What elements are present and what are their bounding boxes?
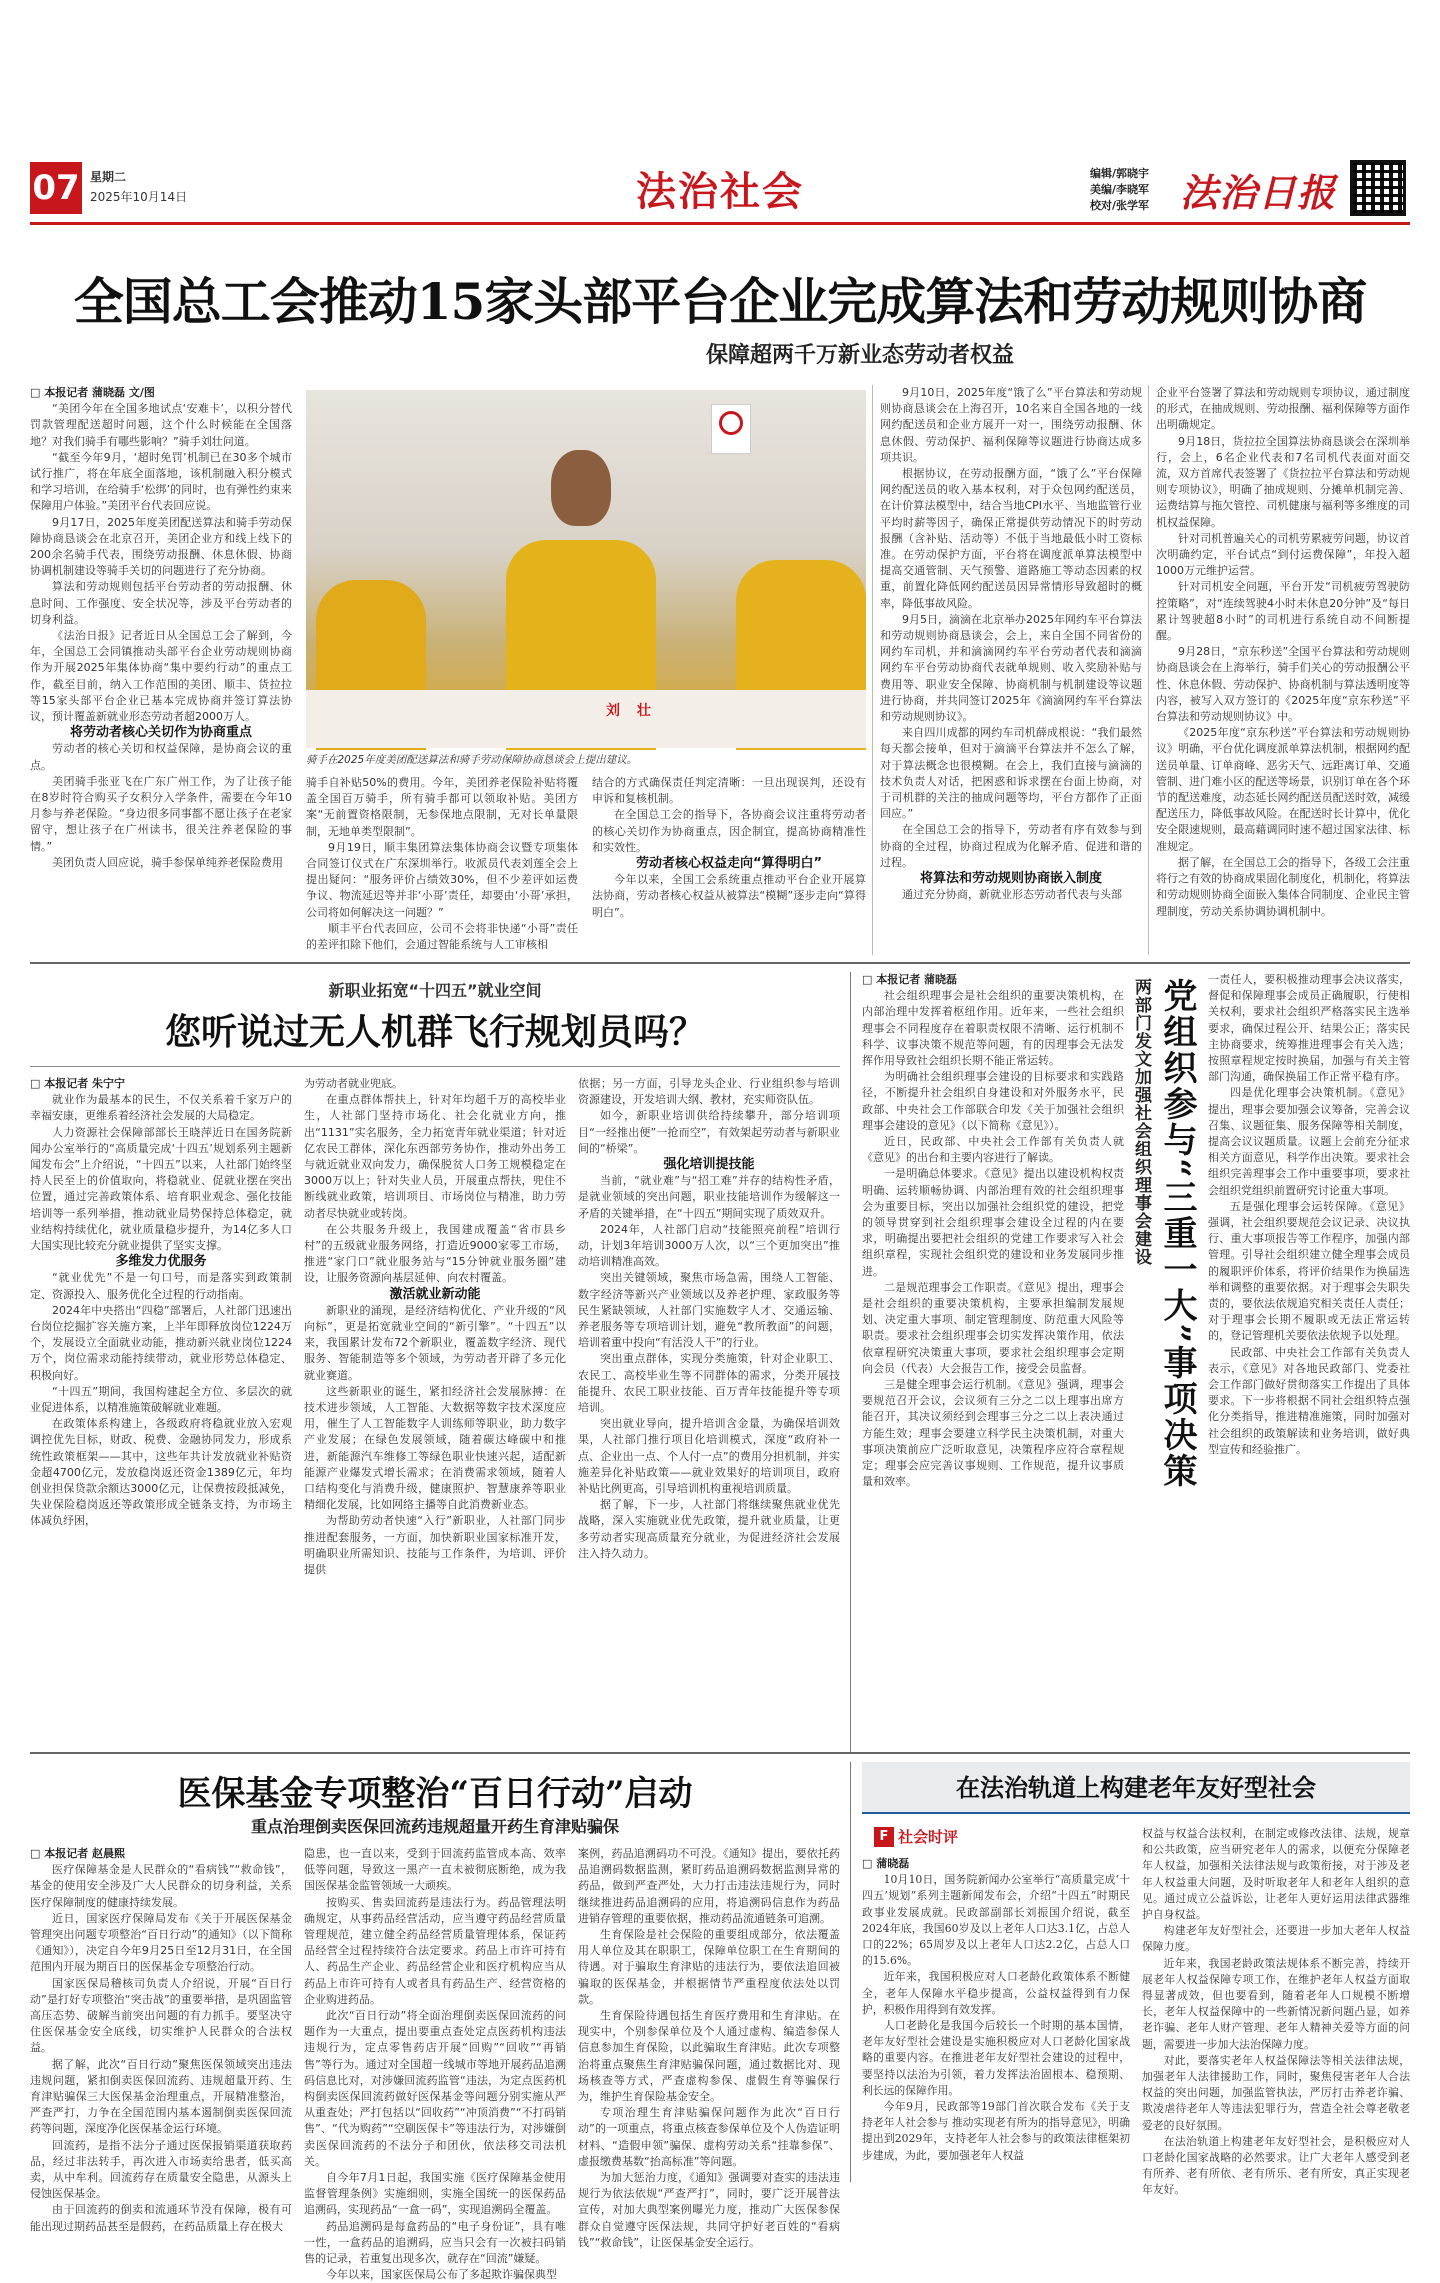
editor-credit: 编辑/郭晓宇 xyxy=(1090,167,1150,180)
party-column-1 xyxy=(862,972,1124,1740)
paragraph: 此次“百日行动”将全面治理倒卖医保回流药的问题作为一大重点，提出要重点查处定点医药机构违法违规行为，定点零售药店开展“回购”“回收”“再销售”等行为。通过对全国超一线城市等地开展药品追溯码信息比对，对涉嫌回流药监管“违法，为定点医药机构倒卖医保回流药做好医保基金等问题分别实施从严从重查处；严打包括以“回收药”“冲顶消费”“不打码销售”、“代为购药”“空刷医保卡”等违法行为，对涉嫌倒卖医保回流药的不法分子和团伙，依法移交司法机关。 xyxy=(304,2009,566,2168)
photo-nameplate: 刘 壮 xyxy=(606,703,657,719)
paragraph: 按购买、售卖回流药是违法行为。药品管理法明确规定，从事药品经营活动，应当遵守药品经营质量管理规范，建立健全药品经营质量管理体系，保证药品经营全过程持续符合法定要求。药品上市许可持有人、药品生产企业、药品经营企业和医疗机构应当从药品上市许可持有人或者具有药品生产、经营资格的企业购进药品。 xyxy=(304,1895,566,2006)
paragraph: 9月5日，滴滴在北京举办2025年网约车平台算法和劳动规则协商恳谈会，会上，来自全国不同省份的网约车司机，并和滴滴网约车平台劳动者代表和滴滴网约车平台劳动协商代表就单规则、收入奖励补贴与费用等、职业安全保障、协商机制与机制建设等议题进行协商，并共同签订2025年《滴滴网约车平台算法和劳动规则协议》。 xyxy=(880,612,1142,724)
paragraph: 结合的方式确保责任判定清晰：一旦出现误判，还设有申诉和复核机制。 xyxy=(592,776,866,806)
paragraph: 突出重点群体，实现分类施策，针对企业职工、农民工、高校毕业生等不同群体的需求，分类开展技能提升、农民工职业技能、百万青年技能提升等专项培训。 xyxy=(578,1352,840,1415)
paragraph: 骑手自补贴50%的费用。今年，美团养老保险补贴将覆盖全国百万骑手，所有骑手都可以领取补贴。美团方案“无前置资格限制，无参保地点限制，无对长单量限制，无地单类型限制”。 xyxy=(306,776,578,838)
paragraph: 在重点群体帮扶上，针对年均超千万的高校毕业生，人社部门坚持市场化、社会化就业方向，推出“1131”实名服务，全力拓宽青年就业渠道；针对近亿农民工群体，深化东西部劳务协作，推动外出务工与就近就业双向发力，确保脱贫人口务工规模稳定在3000万以上；针对失业人员，开展重点帮扶，兜住不断线就业政策，培训项目、市场岗位与精准，助力劳动者尽快就业或转岗。 xyxy=(304,1093,566,1220)
paragraph: 三是健全理事会运行机制。《意见》强调，理事会要规范召开会议，会议须有三分之二以上理事出席方能召开，其决议须经到会理事三分之二以上表决通过方能生效；理事会要建立科学民主决策机制，对重大事项决策前应广泛听取意见，决策程序应符合章程规定；理事会应完善议事规则、工作规范，提升议事质量和效率。 xyxy=(862,1378,1124,1489)
paragraph: 近年来，我国老龄政策法规体系不断完善，持续开展老年人权益保障专项工作，在维护老年人权益方面取得显著成效，但也要看到，随着老年人口规模不断增长，老年人权益保障中的一些新情况新问题凸显，如养老诈骗、老年人财产管理、老年人精神关爱等方面的问题，需要进一步加大法治保障力度。 xyxy=(1142,1956,1410,2051)
paragraph: “美团今年在全国多地试点‘安难卡’，以积分替代罚款管理配送超时问题，这个什么时候能在全国落地？对我们骑手有哪些影响？”骑手刘壮问道。 xyxy=(30,402,292,448)
column-divider xyxy=(850,1762,851,2182)
newspaper-logo: 法治日报 xyxy=(1180,170,1337,215)
paragraph: 为明确社会组织理事会建设的目标要求和实践路径，不断提升社会组织自身建设和对外服务水平，民政部、中央社会工作部联合印发《关于加强社会组织理事会建设的意见》（以下简称《意见》）。 xyxy=(862,1070,1124,1132)
subheading: 多维发力优服务 xyxy=(115,1254,207,1270)
section-divider xyxy=(30,962,1410,964)
paragraph: 美团骑手张亚飞在广东广州工作，为了让孩子能在8岁时符合购买子女积分入学条件，需要在今年10月参与养老保险。“身边很多同事都不愿让孩子在老家留守，想让孩子在广州读书，很关注养老保险的事情。” xyxy=(30,774,292,853)
weekday: 星期二 xyxy=(90,170,127,184)
byline: □ 本报记者 赵晨熙 xyxy=(30,1847,126,1860)
paragraph: 9月17日，2025年度美团配送算法和骑手劳动保障协商恳谈会在北京召开，美团企业方和线上线下的200余名骑手代表，围绕劳动报酬、休息休假、协商协调机制建设等骑手关切的问题进行了充分协商。 xyxy=(30,515,292,578)
paragraph: 依据；另一方面，引导龙头企业、行业组织参与培训资源建设，开发培训大纲、教材，充实师资队伍。 xyxy=(578,1077,840,1107)
paragraph: 今年以来，全国工会系统重点推动平台企业开展算法协商，劳动者核心权益从被算法“模糊”逐步走向“算得明白”。 xyxy=(592,873,866,919)
paragraph: 突出就业导向，提升培训含金量，为确保培训效果，人社部门推行项目化培训模式，深度“政府补一点、企业出一点、个人付一点”的费用分担机制，并实施差异化补贴政策——就业效果好的培训项目，政府补贴比例更高，引导培训机构重视培训质量。 xyxy=(578,1417,840,1496)
paragraph: 突出关键领域，聚焦市场急需，围绕人工智能、数字经济等新兴产业领域以及养老护理、家政服务等民生紧缺领域，人社部门实施数字人才、交通运输、养老服务等专项培训计划，避免“教所教面”的问题，培训着重中投向“有活没人干”的行业。 xyxy=(578,1271,840,1350)
lead-column-1 xyxy=(30,385,292,955)
paragraph: 近日，国家医疗保障局发布《关于开展医保基金管理突出问题专项整治“百日行动”的通知》（以下简称《通知》），决定自今年9月25日至12月31日，在全国范围内开展为期百日的医保基金专项整治行动。 xyxy=(30,1911,292,1974)
paragraph: 在法治轨道上构建老年友好型社会，是积极应对人口老龄化国家战略的必然要求。让广大老年人感受到老有所养、老有所依、老有所乐、老有所安，真正实现老年友好。 xyxy=(1142,2134,1410,2197)
drone-column-1 xyxy=(30,1076,292,1740)
lead-subheadline: 保障超两千万新业态劳动者权益 xyxy=(705,343,1014,368)
paragraph: 四是优化理事会决策机制。《意见》提出，理事会要加强会议筹备，完善会议召集、议题征集、服务保障等相关制度，提高会议议题质量。议题上会前充分征求相关方面意见，科学作出决策。要求社会组织完善理事会工作中重要事项，要求社会组织党组织前置研究讨论重大事项。 xyxy=(1208,1086,1410,1197)
paragraph: 通过充分协商，新就业形态劳动者代表与头部 xyxy=(902,888,1122,902)
paragraph: 在全国总工会的指导下，劳动者有序有效参与到协商的全过程，协商过程成为化解矛盾、促进和谐的过程。 xyxy=(880,823,1142,869)
paragraph: 为劳动者就业兜底。 xyxy=(304,1077,403,1090)
section-title: 法治社会 xyxy=(636,168,804,215)
paragraph: 近年来，我国积极应对人口老龄化政策体系不断健全，老年人保障水平稳步提高，公益权益得到有力保护，积极作用得到有效发挥。 xyxy=(862,1970,1130,2016)
subheading: 激活就业新动能 xyxy=(389,1286,481,1302)
paragraph: 生育保险是社会保险的重要组成部分，依法覆盖用人单位及其在职职工，保障单位职工在生育期间的待遇。对于骗取生育津贴的违法行为，要依法追回被骗取的医保基金，并根据情节严重程度依法处以罚款。 xyxy=(578,1928,840,2006)
elder-column-1 xyxy=(862,1856,1130,2180)
paragraph: 社会组织理事会是社会组织的重要决策机构，在内部治理中发挥着枢纽作用。近年来，一些社会组织理事会不同程度存在着职责权限不清晰、运行机制不科学、议事决策不规范等问题，有的因理事会无法发挥作用导致社会组织长期不能正常运转。 xyxy=(862,989,1124,1068)
paragraph: 专项治理生育津贴骗保问题作为此次“百日行动”的一项重点，将重点核查参保单位及个人伪造证明材料、“造假申领”骗保、虚构劳动关系“挂靠参保”、虚报缴费基数“抬高标准”等问题。 xyxy=(578,2106,840,2168)
paragraph: “截至今年9月，‘超时免罚’机制已在30多个城市试行推广，将在年底全面落地，该机制融入积分模式和学习培训，在给骑手‘松绑’的同时，也有弹性约束来保障用户体验。”美团平台代表回应说。 xyxy=(30,450,292,513)
column-divider xyxy=(872,385,873,955)
paragraph: 在公共服务升级上，我国建成覆盖“省市县乡村”的五级就业服务网络，打造近9000家零工市场，推进“家门口”就业服务站与“15分钟就业服务圈”建设，让服务资源向基层延伸、向农村覆盖。 xyxy=(304,1222,566,1285)
paragraph: 据了解，在全国总工会的指导下，各级工会注重将行之有效的协商成果固化制度化，机制化，将算法和劳动规则协商全面嵌入集体合同制度、企业民主管理制度，劳动关系协调协调机制中。 xyxy=(1156,855,1410,918)
paragraph: 针对司机普遍关心的司机劳累疲劳问题，协议首次明确约定，平台试点“到付运费保障”，年投入超1000万元维护运营。 xyxy=(1156,531,1410,578)
drone-column-2 xyxy=(304,1076,566,1740)
elder-headline-box xyxy=(862,1762,1410,1814)
column-divider xyxy=(1148,385,1149,955)
paragraph: 构建老年友好型社会，还要进一步加大老年人权益保障力度。 xyxy=(1142,1924,1410,1954)
paragraph: 案例，药品追溯码功不可没。《通知》提出，要依托药品追溯码数据监测，紧盯药品追溯码数据监测异常的药品，做到严查严处，大力打击违法违规行为，同时继续推进药品追溯码的应用，将追溯码信息作为药品进销存管理的重要依据，推动药品流通链条可追溯。 xyxy=(578,1847,840,1925)
paragraph: 当前，“就业难”与“招工难”并存的结构性矛盾，是就业领域的突出问题，职业技能培训作为缓解这一矛盾的关键举措，在“十四五”期间实现了质效双升。 xyxy=(578,1174,840,1220)
paragraph: 药品追溯码是每盒药品的“电子身份证”，具有唯一性，一盒药品的追溯码，应当只会有一次被扫码销售的记录，若重复出现多次，就存在“回流”嫌疑。 xyxy=(304,2219,566,2266)
paragraph: 如今，新职业培训供给持续攀升，部分培训项目“一经推出便”一抢而空”，有效架起劳动者与新职业间的“桥梁”。 xyxy=(578,1109,840,1155)
byline: □ 本报记者 蒲晓磊 文/图 xyxy=(30,386,155,399)
medical-column-2 xyxy=(304,1846,566,2282)
paragraph: 来自四川成都的网约车司机薛成根说：“我们最然每天都会接单，但对于滴滴平台算法并不怎么了解，对于算法概念也很模糊。在会上，我们直接与滴滴的技术负责人对话，把困惑和诉求摆在台面上协商，对于司机群的关注的抽成问题等均，平台方都作了正面回应。” xyxy=(880,726,1142,821)
issue-date: 2025年10月14日 xyxy=(90,190,188,204)
page-number: 07 xyxy=(32,168,80,208)
elder-column-2 xyxy=(1142,1826,1410,2197)
paragraph: 这些新职业的诞生，紧扣经济社会发展脉搏：在技术进步领域，人工智能、大数据等数字技术深度应用，催生了人工智能数字人训练师等职业，助力数字产业发展；在绿色发展领域，随着碳达峰碳中和推进，新能源汽车维修工等绿色职业快速兴起，适配新能源产业爆发式增长需求；在消费需求领域，随着人口结构变化与消费升级，健康照护、智慧康养等职业精细化发展，比如网络主播等自此消费新业态。 xyxy=(304,1384,566,1512)
page-number-badge xyxy=(30,162,82,214)
lead-column-4 xyxy=(880,385,1142,955)
paragraph: 二是规范理事会工作职责。《意见》提出，理事会是社会组织的重要决策机构，主要承担编制发展规划、决定重大事项、制定管理制度、防范重大风险等职责。要求社会组织理事会切实发挥决策作用，依法依章程研究决策重大事项，要求社会组织理事会定期向会员（代表）大会报告工作，接受会员监督。 xyxy=(862,1280,1124,1375)
byline: □ 蒲晓磊 xyxy=(862,1857,910,1870)
paragraph: 《法治日报》记者近日从全国总工会了解到，今年，全国总工会同镇推动头部平台企业劳动规则协商作为开展2025年集体协商“集中要约行动”的重点工作，截至目前，纳入工作范围的美团、顺丰、货拉拉等15家头部平台企业已基本完成协商并签订算法协议，预计覆盖新就业形态劳动者超2000万人。 xyxy=(30,629,292,724)
party-vertical-headline: 党组织参与“三重一大”事项决策 xyxy=(1157,978,1197,1490)
subheading: 劳动者核心权益走向“算得明白” xyxy=(635,856,823,872)
paragraph: 9月18日，货拉拉全国算法协商恳谈会在深圳举行，会上，6名企业代表和7名司机代表面对面交流，双方首席代表签署了《货拉拉平台算法和劳动规则专项协议》，明确了抽成规则、分摊单机制完善、运费结算与拖欠管控、司机健康与福利等多维度的司机权益保障。 xyxy=(1156,434,1410,529)
paragraph: 2024年，人社部门启动“技能照亮前程”培训行动，计划3年培训3000万人次，以“三个更加突出”推动培训精准高效。 xyxy=(578,1222,840,1269)
lead-column-5 xyxy=(1156,385,1410,955)
editor-credit: 美编/李晓军 xyxy=(1090,183,1150,196)
paragraph: 在全国总工会的指导下，各协商会议注重将劳动者的核心关切作为协商重点，因企制宜，提高协商精准性和实效性。 xyxy=(592,808,866,854)
paragraph: 为加大惩治力度，《通知》强调要对查实的违法违规行为依法依规“严查严打”，同时，要广泛开展普法宣传，对加大典型案例曝光力度，推动广大医保参保群众自觉遵守医保法规，共同守护好老百姓的“看病钱”“救命钱”，让医保基金安全运行。 xyxy=(578,2171,840,2249)
paragraph: 9月10日，2025年度“饿了么”平台算法和劳动规则协商恳谈会在上海召开，10名来自全国各地的一线网约配送员和企业方展开一对一，围绕劳动报酬、休息休假、劳动保护、福利保障等议题进行协商达成多项共识。 xyxy=(880,386,1142,464)
lead-photo[interactable] xyxy=(306,390,866,748)
medical-column-3 xyxy=(578,1846,840,2249)
paragraph: 权益与权益合法权利，在制定或修改法律、法规，规章和公共政策，应当研究老年人的需求，以便充分保障老年人权益，加强相关法律法规与政策衔接，对于涉及老年人权益重大问题，及时听取老年人和老年人组织的意见。通过成立公益诉讼，让老年人更好运用法律武器维护自身权益。 xyxy=(1142,1827,1410,1922)
paragraph: 据了解，下一步，人社部门将继续聚焦就业优先战略，深入实施就业优先政策，提升就业质量，让更多劳动者实现高质量充分就业，为促进经济社会发展注入持久动力。 xyxy=(578,1498,840,1560)
paragraph: 医疗保障基金是人民群众的“看病钱”“救命钱”，基金的使用安全涉及广大人民群众的切身利益，关系医疗保障制度的健康持续发展。 xyxy=(30,1863,292,1909)
section-divider xyxy=(30,1752,1410,1754)
paragraph: 顺丰平台代表回应，公司不会将非快递“小哥”责任的差评扣除下他们，会通过智能系统与人工审核相 xyxy=(306,921,578,952)
paragraph: 一是明确总体要求。《意见》提出以建设机构权责明确、运转顺畅协调、内部治理有效的社会组织理事会为重要目标，突出以加强社会组织党的建设，把党的领导贯穿到社会组织理事会建设全过程的内在要求，明确提出要把社会组织的党建工作要求写入社会组织章程，实现社会组织党的建设和业务发展同步推进。 xyxy=(862,1167,1124,1278)
photo-wall-sign xyxy=(711,404,751,454)
paragraph: 由于回流药的倒卖和流通环节没有保障，极有可能出现过期药品甚至是假药，在药品质量上存在极大 xyxy=(30,2203,292,2233)
drone-headline: 您听说过无人机群飞行规划员吗？ xyxy=(164,1011,705,1053)
paragraph: 《2025年度“京东秒送”平台算法和劳动规则协议》明确，平台优化调度派单算法机制，根据网约配送员单量、订单商峰、恶劣天气、远距离订单、交通管制、进门难小区的配送等场景，识别订单在各个环节的配送难度，动态延长网约配送员配送时效，减缓配送压力，降低事故风险。在配送时长计算中，优化安全限速规则，最高藉调同时速不超过国家法律、标准规定。 xyxy=(1156,726,1410,853)
medical-subheadline: 重点治理倒卖医保回流药违规超量开药生育津贴骗保 xyxy=(250,1817,619,1836)
column-divider xyxy=(850,972,851,1752)
comment-icon: F xyxy=(874,1827,894,1847)
paragraph: 就业作为最基本的民生，不仅关系着千家万户的幸福安康，更维系着经济社会发展的大局稳定。 xyxy=(30,1093,292,1123)
lead-headline: 全国总工会推动15家头部平台企业完成算法和劳动规则协商 xyxy=(73,272,1367,331)
subheading: 将算法和劳动规则协商嵌入制度 xyxy=(919,871,1102,887)
elder-headline: 在法治轨道上构建老年友好型社会 xyxy=(956,1773,1316,1802)
paragraph: 近日，民政部、中央社会工作部有关负责人就《意见》的出台和主要内容进行了解读。 xyxy=(862,1135,1124,1165)
paragraph: 人力资源社会保障部部长王晓萍近日在国务院新闻办公室举行的“高质量完成‘十四五’规划系列主题新闻发布会”上介绍说，“十四五”以来，人社部门始终坚持人民至上的价值取向，将稳就业、促就业摆在突出位置，通过完善政策体系、培育职业观念、强化技能培训等一系列举措，推动就业局势保持总体稳定，就业结构持续优化，就业质量稳步提升，为14亿多人口大国实现比较充分就业提供了坚实支撑。 xyxy=(30,1125,292,1253)
byline: □ 本报记者 蒲晓磊 xyxy=(862,973,958,986)
paragraph: 五是强化理事会运转保障。《意见》强调，社会组织要规范会议记录、决议执行、重大事项报告等工作程序，加强内部管理。引导社会组织建立健全理事会成员的履职评价体系，将评价结果作为换届选举和调整的重要依据。对于理事会失职失责的，要依法依规追究相关责任人责任；对于理事会长期不履职或无法正常运转的，登记管理机关要依法依规予以处理。 xyxy=(1208,1199,1410,1343)
paragraph: 针对司机安全问题，平台开发“司机疲劳驾驶防控策略”，对“连续驾驶4小时未休息20分钟”及“每日累计驾驶超8小时”的司机进行系统自动不间断提醒。 xyxy=(1156,580,1410,643)
lead-column-3 xyxy=(592,775,866,955)
paragraph: 人口老龄化是我国今后较长一个时期的基本国情，老年友好型社会建设是实施积极应对人口老龄化国家战略的重要内容。在推进老年友好型社会建设的过程中，要坚持以法治为引领，着力发挥法治固根本、稳预期、利长远的保障作用。 xyxy=(862,2019,1130,2097)
paragraph: 民政部、中央社会工作部有关负责人表示，《意见》对各地民政部门、党委社会工作部门做好贯彻落实工作提出了具体要求。下一步将根据不同社会组织特点强化分类指导，推进精准施策，同时加强对社会组织的政策解读和业务培训，做好典型宣传和经验推广。 xyxy=(1208,1345,1410,1456)
medical-headline: 医保基金专项整治“百日行动”启动 xyxy=(177,1774,693,1814)
paragraph: 劳动者的核心关切和权益保障，是协商会议的重点。 xyxy=(30,742,292,772)
qr-code-icon[interactable] xyxy=(1350,160,1406,216)
paragraph: 自今年7月1日起，我国实施《医疗保障基金使用监督管理条例》实施细则，实施全国统一的医保药品追溯码，实现药品“一盒一码”，实现追溯码全覆盖。 xyxy=(304,2171,566,2217)
masthead-rule xyxy=(30,222,1410,225)
paragraph: “十四五”期间，我国构建起全方位、多层次的就业促进体系，以精准施策破解就业难题。 xyxy=(30,1384,292,1415)
medical-column-1 xyxy=(30,1846,292,2233)
paragraph: 根据协议，在劳动报酬方面，“饿了么”平台保障网约配送员的收入基本权利，对于众包网约配送员，在计价算法模型中，结合当地CPI水平、当地监管行业平均时薪等因子，确保正常提供劳动情况下的时劳动报酬（含补贴、活动等）不低于当地最低小时工资标准。在劳动保护方面，平台将在调度派单算法模型中提高交通管制、天气预警、道路施工等动态因素的权重，前置化降低网约配送员因异常情形导致超时的概率，降低事故风险。 xyxy=(880,467,1142,610)
lead-column-2 xyxy=(306,775,578,955)
paragraph: 隐患，也一直以来，受到于回流药监管成本高、效率低等问题，导致这一黑产一直未被彻底断绝，成为我国医保基金监管领域一大顽疾。 xyxy=(304,1847,566,1893)
paragraph: “就业优先”不是一句口号，而是落实到政策制定、资源投入、服务优化全过程的行动指南。 xyxy=(30,1271,292,1301)
paragraph: 美团负责人回应说，骑手参保单纯养老保险费用 xyxy=(52,855,283,869)
byline: □ 本报记者 朱宁宁 xyxy=(30,1077,126,1090)
paragraph: 国家医保局稽核司负责人介绍说，开展“百日行动”是打好专项整治“突击战”的重要举措，是巩固监管高压态势、破解当前突出问题的有力抓手。要坚决守住医保基金安全底线，切实维护人民群众的合法权益。 xyxy=(30,1976,292,2055)
paragraph: 据了解，此次“百日行动”聚焦医保领域突出违法违规问题，紧扣倒卖医保回流药、违规超量开药、生育津贴骗保三大医保基金治理重点，开展精准整治，严查严打，力争在全国范围内基本遏制倒卖医保回流药等问题，深度净化医保基金运行环境。 xyxy=(30,2057,292,2136)
photo-caption: 骑手在2025年度美团配送算法和骑手劳动保障协商恳谈会上提出建议。 xyxy=(306,754,638,766)
paragraph: 10月10日，国务院新闻办公室举行“高质量完成‘十四五’规划”系列主题新闻发布会，介绍“十四五”时期民政事业发展成就。民政部副部长刘振国介绍说，截至2024年底，我国60岁及以上老年人口达3.1亿，占总人口的22%；65周岁及以上老年人口达2.2亿，占总人口的15.6%。 xyxy=(862,1873,1130,1968)
paragraph: 企业平台签署了算法和劳动规则专项协议，通过制度的形式，在抽成规则、劳动报酬、福利保障等方面作出明确规定。 xyxy=(1156,386,1410,432)
drone-kicker: 新职业拓宽“十四五”就业空间 xyxy=(328,981,542,1000)
paragraph: 为帮助劳动者快速“入行”新职业，人社部门同步推进配套服务，一方面，加快新职业国家标准开发，明确职业所需知识、技能与工作条件，为培训、评价提供 xyxy=(304,1514,566,1577)
party-column-2 xyxy=(1208,972,1410,1740)
paragraph: 今年9月，民政部等19部门首次联合发布《关于支持老年人社会参与 推动实现老有所为的指导意见》，明确提出到2029年，支持老年人社会参与的政策法律框架初步建成，为此，要加强老年人权益 xyxy=(862,2100,1130,2162)
photo-desk xyxy=(306,690,866,748)
paragraph: 在政策体系构建上，各级政府将稳就业放入宏观调控优先目标，财政、税费、金融协同发力，形成系统性政策框架——其中，这些年共计发放就业补贴资金超4700亿元，发放稳岗返还资金1389亿元，年均创业担保贷款余额达3000亿元，让保费按段抵减免，失业保险稳岗返还等政策形成全链条支持，为市场主体减负纾困， xyxy=(30,1417,292,1528)
drone-column-3 xyxy=(578,1076,840,1740)
editor-credits xyxy=(1090,166,1149,214)
paragraph: 9月28日，“京东秒送”全国平台算法和劳动规则协商恳谈会在上海举行，骑手们关心的劳动报酬公平性、休息休假、劳动保护、协商机制与算法透明度等内容，被写入双方签订的《2025年度“京东秒送”平台算法和劳动规则协议》中。 xyxy=(1156,645,1410,724)
paragraph: 算法和劳动规则包括平台劳动者的劳动报酬、休息时间、工作强度、安全状况等，涉及平台劳动者的切身利益。 xyxy=(30,580,292,626)
column-label-text: 社会时评 xyxy=(898,1828,959,1846)
paragraph: 今年以来，国家医保局公布了多起欺诈骗保典型 xyxy=(326,2268,557,2282)
subheading: 将劳动者核心关切作为协商重点 xyxy=(69,725,252,741)
column-label xyxy=(874,1826,958,1847)
paragraph: 9月19日，顺丰集团算法集体协商会议暨专项集体合同签订仪式在广东深圳举行。收派员代表刘莲全会上提出疑问：“服务评价占绩效30%，但不少差评如运费争议、物流延迟等并非‘小哥’责任，却要由‘小哥’承担，公司将如何解决这一问题？” xyxy=(306,840,578,919)
paragraph: 生育保险待遇包括生育医疗费用和生育津贴。在现实中，个别参保单位及个人通过虚构、编造参保人信息参加生育保险，以此骗取生育津贴。此次专项整治将重点聚焦生育津贴骗保问题，通过数据比对、现场核查等方式，严查虚构参保、虚假生育等骗保行为，维护生育保险基金安全。 xyxy=(578,2009,840,2104)
editor-credit: 校对/张学军 xyxy=(1090,199,1150,212)
paragraph: 一责任人，要积极推动理事会决议落实，督促和保障理事会成员正确履职，行使相关权利，要求社会组织严格落实民主选举要求，确保过程公开、结果公正；落实民主协商要求，统筹推进理事会有关入选；按照章程规定按时换届，加强与有关主管部门沟通，确保换届工作正常平稳有序。 xyxy=(1208,973,1410,1084)
paragraph: 回流药，是指不法分子通过医保报销渠道获取药品，经过非法转手，再次进入市场卖给患者，低买高卖，从中牟利。回流药存在质量安全隐患，从源头上侵蚀医保基金。 xyxy=(30,2138,292,2201)
drone-headline-rule xyxy=(30,1066,840,1067)
party-vertical-kicker: 两部门发文加强社会组织理事会建设 xyxy=(1131,978,1151,1266)
paragraph: 2024年中央搭出“四稳”部署后，人社部门迅速出台岗位挖掘扩容关施方案，上半年即释放岗位1224万个，发展设立全面就业动能，推动新兴就业岗位1224万个，岗位需求动能持续带动，就业形势总体稳定、积极向好。 xyxy=(30,1303,292,1382)
paragraph: 对此，要落实老年人权益保障法等相关法律法规，加强老年人法律援助工作，同时，聚焦侵害老年人合法权益的突出问题，加强监管执法，严厉打击养老诈骗、欺凌虐待老年人等违法犯罪行为，营造全社会尊老敬老爱老的良好氛围。 xyxy=(1142,2053,1410,2132)
subheading: 强化培训提技能 xyxy=(663,1157,755,1173)
paragraph: 新职业的涌现，是经济结构优化、产业升级的“风向标”，更是拓宽就业空间的“新引擎”。“十四五”以来，我国累计发布72个新职业，覆盖数字经济、现代服务、智能制造等多个领域，为劳动者开辟了多元化就业赛道。 xyxy=(304,1303,566,1382)
